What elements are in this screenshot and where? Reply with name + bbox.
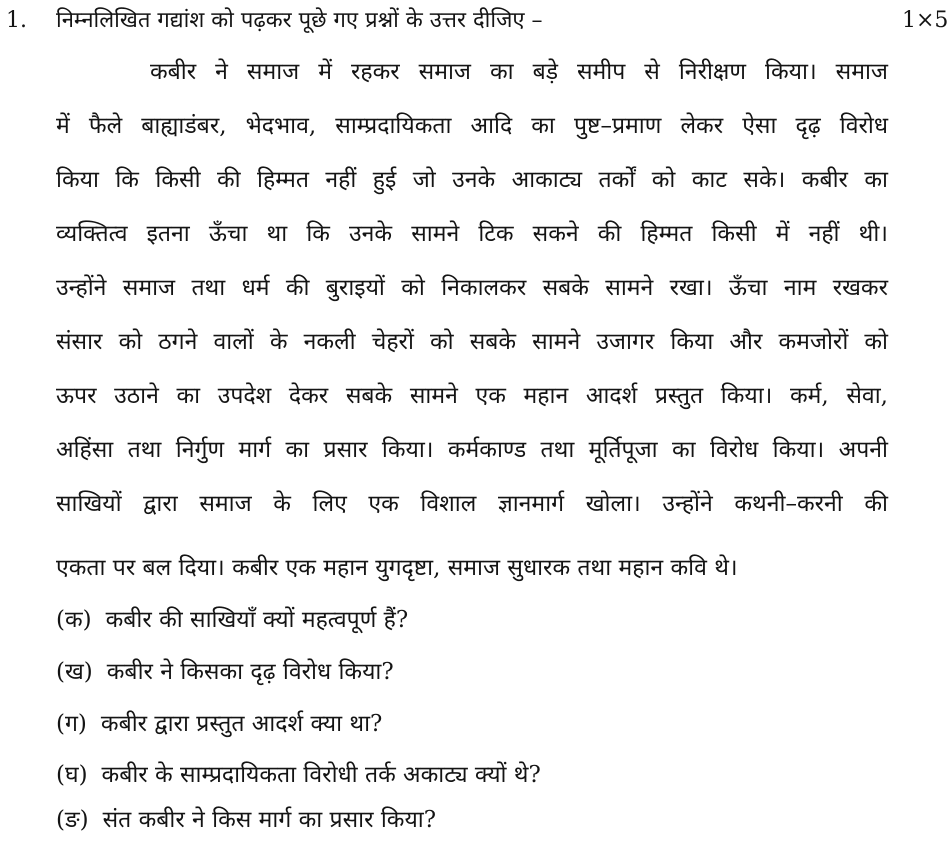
sub-question-label: (ङ) [56, 807, 89, 833]
passage-line: कबीर ने समाज में रहकर समाज का बड़े समीप से निरीक्षण किया। समाज [150, 59, 888, 85]
passage-line: उन्होंने समाज तथा धर्म की बुराइयों को निकालकर सबके सामने रखा। ऊँचा नाम रखकर [56, 275, 888, 301]
passage-line: किया कि किसी की हिम्मत नहीं हुई जो उनके आकाट्य तर्कों को काट सके। कबीर का [56, 167, 888, 193]
sub-question [56, 652, 394, 692]
passage-line: संसार को ठगने वालों के नकली चेहरों को सबके सामने उजागर किया और कमजोरों को [56, 329, 888, 355]
question-number: 1. [6, 8, 27, 33]
sub-question-text: कबीर ने किसका दृढ़ विरोध किया? [106, 659, 394, 685]
sub-question-text: कबीर द्वारा प्रस्तुत आदर्श क्या था? [100, 711, 383, 737]
passage-line: साखियों द्वारा समाज के लिए एक विशाल ज्ञानमार्ग खोला। उन्होंने कथनी–करनी की [56, 491, 888, 517]
sub-question-label: (क) [56, 607, 92, 633]
passage-line: में फैले बाह्याडंबर, भेदभाव, साम्प्रदायिकता आदि का पुष्ट–प्रमाण लेकर ऐसा दृढ़ विरोध [56, 113, 888, 139]
sub-question-label: (ख) [56, 659, 93, 685]
sub-question [56, 600, 408, 640]
sub-question [56, 755, 541, 795]
passage-line: अहिंसा तथा निर्गुण मार्ग का प्रसार किया। कर्मकाण्ड तथा मूर्तिपूजा का विरोध किया। अपनी [56, 437, 888, 463]
sub-question [56, 704, 382, 744]
passage-line: एकता पर बल दिया। कबीर एक महान युगदृष्टा, समाज सुधारक तथा महान कवि थे। [56, 555, 738, 581]
question-heading: निम्नलिखित गद्यांश को पढ़कर पूछे गए प्रश्नों के उत्तर दीजिए – [56, 8, 543, 33]
sub-question [56, 800, 436, 840]
marks-label: 1×5 [902, 8, 948, 33]
passage-line: व्यक्तित्व इतना ऊँचा था कि उनके सामने टिक सकने की हिम्मत किसी में नहीं थी। [56, 221, 888, 247]
sub-question-text: संत कबीर ने किस मार्ग का प्रसार किया? [102, 807, 437, 833]
sub-question-text: कबीर के साम्प्रदायिकता विरोधी तर्क अकाट्य क्यों थे? [101, 762, 541, 788]
sub-question-text: कबीर की साखियाँ क्यों महत्वपूर्ण हैं? [105, 607, 409, 633]
passage-line: ऊपर उठाने का उपदेश देकर सबके सामने एक महान आदर्श प्रस्तुत किया। कर्म, सेवा, [56, 383, 888, 409]
sub-question-label: (घ) [56, 762, 88, 788]
sub-question-label: (ग) [56, 711, 87, 737]
